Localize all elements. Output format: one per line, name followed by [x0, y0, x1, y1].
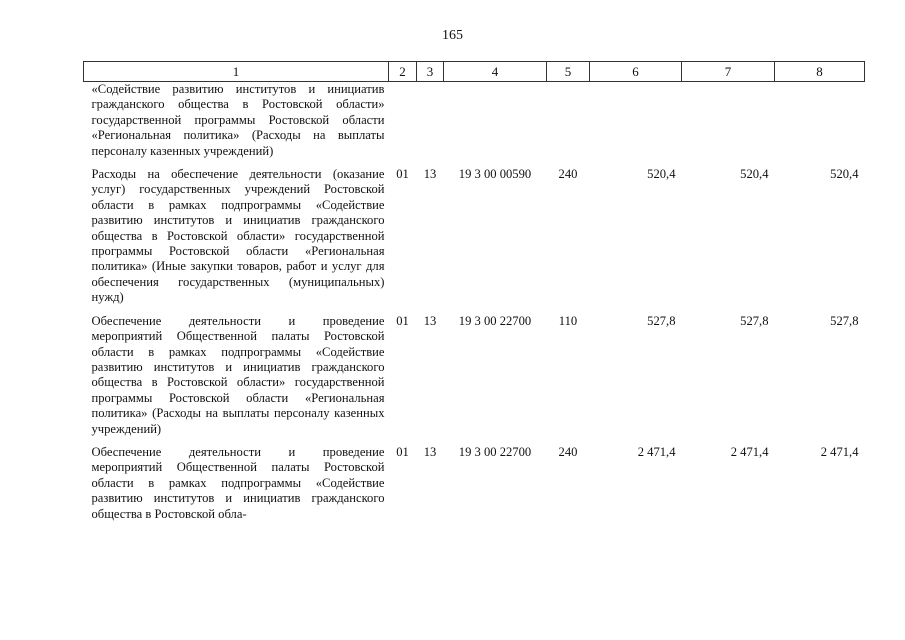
budget-table	[83, 61, 865, 522]
row-description: Расходы на обеспечение деятельности (оказание услуг) государственных учреждений Ростовской области в рамках подпрограммы «Содействие развитию институтов и инициатив гражданского общества в Ростовской области» государственной программы Ростовской области «Региональная политика» (Иные закупки товаров, работ и услуг для обеспечения государственных (муниципальных) нужд)	[91, 167, 385, 305]
table-row	[84, 306, 865, 437]
row-description: Обеспечение деятельности и проведение мероприятий Общественной палаты Ростовской области в рамках подпрограммы «Содействие развитию институтов и инициатив гражданского общества в Ростовской области» государственной программы Ростовской области «Региональная политика» (Расходы на выплаты персоналу казенных учреждений)	[91, 313, 385, 436]
row-expense-type: 240	[558, 167, 578, 182]
table-row	[84, 437, 865, 522]
row-subsection: 13	[423, 167, 437, 182]
row-section: 01	[396, 444, 409, 459]
row-amount-1: 520,4	[647, 167, 676, 182]
header-cell-1: 1	[84, 62, 389, 82]
header-cell-3: 3	[417, 62, 444, 82]
row-expense-type: 110	[558, 313, 578, 328]
header-cell-8: 8	[775, 62, 865, 82]
row-expense-type: 240	[558, 444, 578, 459]
table-header-row	[84, 62, 865, 82]
row-amount-2: 520,4	[740, 167, 769, 182]
row-section	[389, 82, 417, 160]
row-amount-1	[590, 82, 682, 160]
row-subsection: 13	[423, 313, 437, 328]
row-amount-2: 527,8	[740, 313, 769, 328]
row-description: «Содействие развитию институтов и инициатив гражданского общества в Ростовской области» государственной программы Ростовской области «Региональная политика» (Расходы на выплаты персоналу казенных учреждений)	[91, 82, 385, 158]
table-row	[84, 159, 865, 306]
row-target-article: 19 3 00 22700	[458, 444, 532, 459]
header-cell-5: 5	[547, 62, 590, 82]
row-subsection	[417, 82, 444, 160]
row-expense-type	[547, 82, 590, 160]
row-subsection: 13	[423, 444, 437, 459]
page-number: 165	[442, 28, 463, 43]
row-target-article: 19 3 00 00590	[458, 167, 532, 182]
header-cell-6: 6	[590, 62, 682, 82]
row-amount-2: 2 471,4	[730, 444, 769, 459]
row-target-article: 19 3 00 22700	[458, 313, 532, 328]
row-amount-1: 527,8	[647, 313, 676, 328]
row-amount-3: 527,8	[830, 313, 859, 328]
row-amount-3	[775, 82, 865, 160]
table-row	[84, 82, 865, 160]
header-cell-2: 2	[389, 62, 417, 82]
row-section: 01	[396, 167, 409, 182]
row-description: Обеспечение деятельности и проведение мероприятий Общественной палаты Ростовской области в рамках подпрограммы «Содействие развитию институтов и инициатив гражданского общества в Ростовской обла-	[91, 444, 385, 521]
row-target-article	[444, 82, 547, 160]
row-amount-2	[682, 82, 775, 160]
row-amount-3: 520,4	[830, 167, 859, 182]
row-section: 01	[396, 313, 409, 328]
row-amount-1: 2 471,4	[637, 444, 676, 459]
header-cell-4: 4	[444, 62, 547, 82]
header-cell-7: 7	[682, 62, 775, 82]
row-amount-3: 2 471,4	[820, 444, 859, 459]
